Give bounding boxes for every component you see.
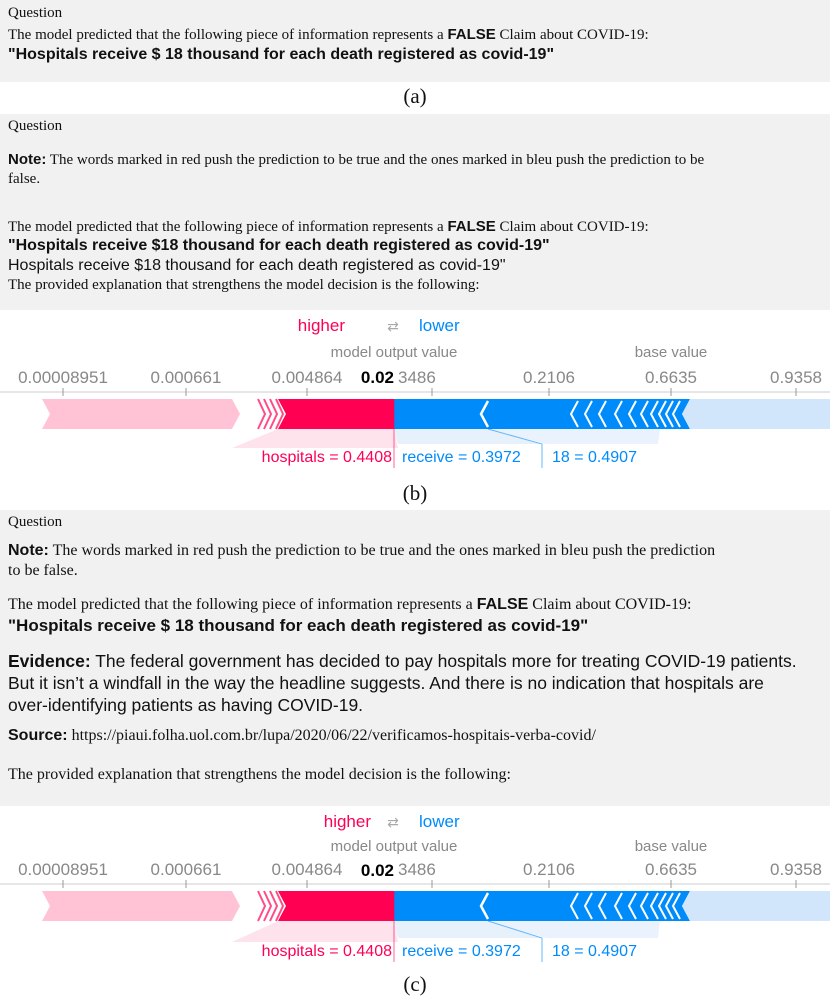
prediction-prefix: The model predicted that the following piece of information represents a bbox=[8, 596, 477, 613]
positive-connector bbox=[232, 921, 398, 942]
prediction-flag: FALSE bbox=[447, 26, 496, 43]
force-plot-c bbox=[0, 806, 830, 972]
tick-label: 0.004864 bbox=[271, 860, 343, 879]
feature-label: receive = 0.3972 bbox=[402, 943, 521, 960]
explanation-intro: The provided explanation that strengthens the model decision is the following: bbox=[8, 766, 511, 783]
force-plot-svg bbox=[0, 806, 830, 972]
force-plot-svg bbox=[0, 310, 830, 478]
output-value: 0.02 bbox=[360, 861, 394, 880]
note-text-1: The words marked in red push the prediction to be true and the ones marked in bleu push the prediction bbox=[48, 542, 716, 559]
feature-label: 18 = 0.4907 bbox=[552, 943, 637, 960]
positive-connector bbox=[232, 429, 398, 448]
feature-labels bbox=[262, 943, 637, 960]
evidence-line-1 bbox=[8, 651, 797, 672]
prediction-suffix: Claim about COVID-19: bbox=[528, 596, 692, 613]
arrows-icon: ⇄ bbox=[387, 815, 399, 831]
explanation-intro: The provided explanation that strengthens the model decision is the following: bbox=[8, 277, 480, 293]
tick-label: 0.6635 bbox=[645, 860, 697, 879]
evidence-line-3: over-identifying patients as having COVID-19. bbox=[8, 695, 364, 715]
question-label: Question bbox=[8, 514, 63, 530]
source-label: Source: bbox=[8, 727, 68, 744]
evidence-line-2: But it isn’t a windfall in the way the headline suggests. And there is no indication that hospitals are bbox=[8, 673, 764, 693]
lower-label: lower bbox=[419, 812, 460, 831]
tick-label: 0.9358 bbox=[770, 368, 822, 387]
higher-label: higher bbox=[297, 316, 345, 335]
claim-text: "Hospitals receive $ 18 thousand for each death registered as covid-19" bbox=[8, 46, 555, 63]
caption-c: (c) bbox=[403, 972, 427, 996]
claim-text: "Hospitals receive $ 18 thousand for each death registered as covid-19" bbox=[8, 616, 589, 635]
higher-label: higher bbox=[323, 812, 371, 831]
feature-label: 18 = 0.4907 bbox=[552, 449, 637, 466]
prediction-flag: FALSE bbox=[476, 596, 529, 613]
prediction-suffix: Claim about COVID-19: bbox=[495, 27, 649, 43]
claim-plain-text: Hospitals receive $18 thousand for each death registered as covid-19" bbox=[8, 257, 506, 274]
lower-label: lower bbox=[419, 316, 460, 335]
note-label: Note: bbox=[8, 151, 47, 168]
positive-chevron bbox=[258, 399, 265, 429]
note-line-1 bbox=[8, 542, 715, 560]
note-line-1 bbox=[8, 151, 704, 169]
tick-label: 0.2106 bbox=[523, 860, 575, 879]
question-label: Question bbox=[8, 5, 63, 21]
prediction-prefix: The model predicted that the following piece of information represents a bbox=[8, 27, 448, 43]
force-plot-b bbox=[0, 310, 830, 478]
feature-label: hospitals = 0.4408 bbox=[261, 943, 392, 960]
negative-tail-bar bbox=[682, 399, 830, 429]
tick-label: 0.9358 bbox=[770, 860, 822, 879]
tick-label: 0.6635 bbox=[645, 368, 697, 387]
tick-label: 0.2106 bbox=[523, 368, 575, 387]
output-caption: model output value bbox=[330, 838, 458, 855]
prediction-line bbox=[8, 596, 691, 614]
positive-tail-bar bbox=[42, 399, 240, 429]
prediction-flag: FALSE bbox=[447, 218, 496, 235]
tick-label: 0.000661 bbox=[150, 368, 222, 387]
note-line-2: to be false. bbox=[8, 562, 78, 579]
tick-label: 0.000661 bbox=[150, 860, 222, 879]
arrows-icon: ⇄ bbox=[387, 319, 399, 335]
tick-label: 0.00008951 bbox=[18, 368, 108, 387]
tick-label: 3486 bbox=[398, 368, 436, 387]
tick-label: 3486 bbox=[398, 860, 436, 879]
positive-feature-bar bbox=[278, 891, 394, 921]
output-value: 0.02 bbox=[360, 368, 394, 387]
source-url[interactable]: https://piaui.folha.uol.com.br/lupa/2020/06/22/verificamos-hospitais-verba-covid/ bbox=[67, 727, 596, 744]
negative-tail-bar bbox=[682, 891, 830, 921]
base-caption: base value bbox=[634, 344, 708, 361]
prediction-line bbox=[8, 218, 649, 236]
caption-a: (a) bbox=[403, 84, 427, 108]
note-text-1: The words marked in red push the prediction to be true and the ones marked in bleu push the prediction to be bbox=[46, 152, 705, 168]
feature-label: hospitals = 0.4408 bbox=[261, 449, 392, 466]
claim-text: "Hospitals receive $18 thousand for each death registered as covid-19" bbox=[8, 237, 550, 254]
caption-b: (b) bbox=[402, 481, 428, 505]
positive-chevron bbox=[258, 891, 265, 921]
source-line bbox=[8, 727, 596, 745]
question-label: Question bbox=[8, 118, 63, 134]
prediction-prefix: The model predicted that the following piece of information represents a bbox=[8, 219, 448, 235]
output-caption: model output value bbox=[330, 344, 458, 361]
note-label: Note: bbox=[8, 542, 49, 559]
evidence-label: Evidence: bbox=[8, 651, 91, 671]
evidence-text-1: The federal government has decided to pay hospitals more for treating COVID-19 patients. bbox=[90, 651, 797, 671]
tick-label: 0.004864 bbox=[271, 368, 343, 387]
feature-label: receive = 0.3972 bbox=[402, 449, 521, 466]
panel-a bbox=[0, 0, 830, 82]
base-caption: base value bbox=[634, 838, 708, 855]
positive-tail-bar bbox=[42, 891, 240, 921]
panel-c bbox=[0, 510, 830, 972]
feature-labels bbox=[262, 449, 637, 466]
positive-feature-bar bbox=[278, 399, 394, 429]
note-line-2: false. bbox=[8, 171, 41, 187]
prediction-line bbox=[8, 26, 649, 44]
prediction-suffix: Claim about COVID-19: bbox=[495, 219, 649, 235]
tick-label: 0.00008951 bbox=[18, 860, 108, 879]
panel-b bbox=[0, 114, 830, 478]
